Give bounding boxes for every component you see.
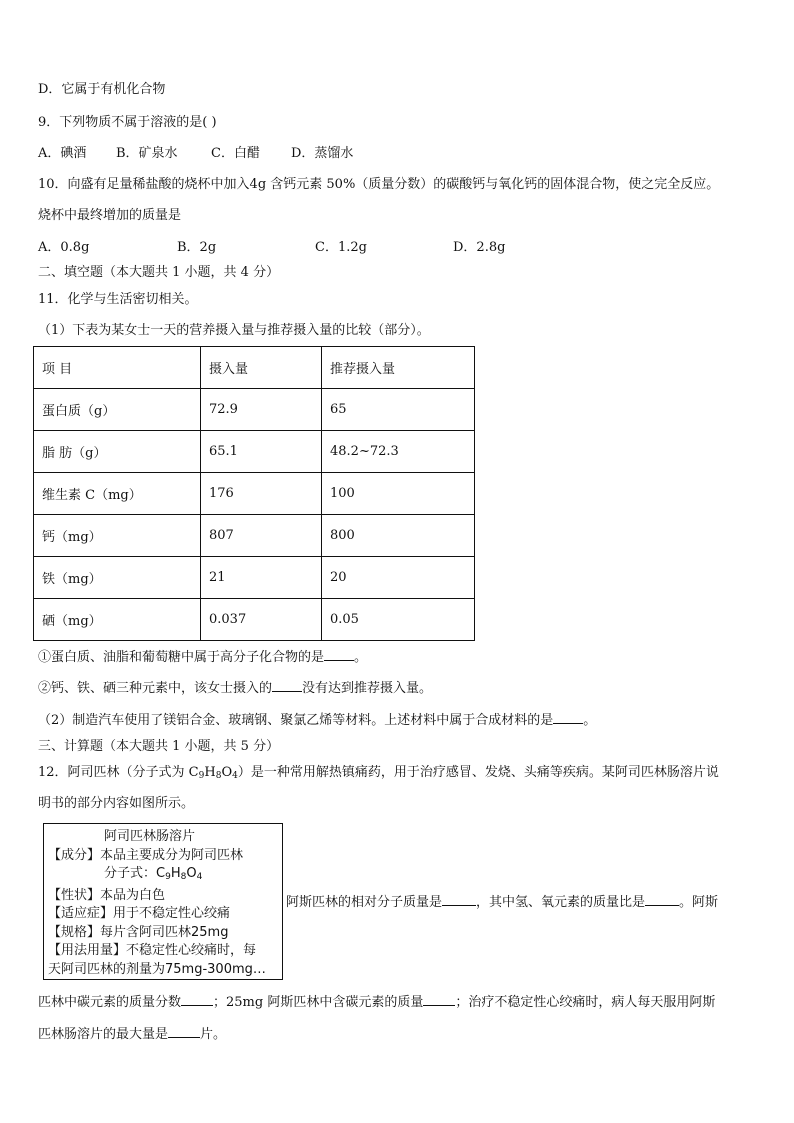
answer-blank[interactable] <box>272 679 302 692</box>
table-header-row <box>34 347 475 389</box>
answer-blank[interactable] <box>645 893 679 906</box>
answer-blank[interactable] <box>423 993 455 1006</box>
q9-options <box>38 144 353 164</box>
q10-option-c: C．1.2g <box>315 240 367 255</box>
label-dosage-cont: 天阿司匹林的剂量为75mg-300mg… <box>48 961 266 977</box>
table-cell: 48.2~72.3 <box>322 431 475 473</box>
q12-line1-pre: 12．阿司匹林（分子式为 C <box>38 765 199 780</box>
q9-option-c: C．白醋 <box>211 146 260 161</box>
formula-o: O <box>221 765 233 780</box>
table-row <box>34 515 475 557</box>
label-dosage: 【用法用量】不稳定性心绞痛时，每 <box>48 943 257 958</box>
label-title: 阿司匹林肠溶片 <box>104 829 196 844</box>
q12-side-a: 阿斯匹林的相对分子质量是 <box>286 895 443 910</box>
table-cell: 蛋白质（g） <box>34 389 201 431</box>
table-cell: 807 <box>201 515 322 557</box>
formula-sub-o: 4 <box>232 771 238 781</box>
table-row <box>34 431 475 473</box>
table-header-intake: 摄入量 <box>201 347 322 389</box>
q12-side-b: ，其中氢、氧元素的质量比是 <box>476 895 646 910</box>
q11-sub2-end: 没有达到推荐摄入量。 <box>302 681 433 696</box>
table-cell: 65.1 <box>201 431 322 473</box>
q9-option-a: A．碘酒 <box>38 146 87 161</box>
q12-line3-c: ；治疗不稳定性心绞痛时，病人每天服用阿斯 <box>455 995 716 1010</box>
answer-blank[interactable] <box>324 648 354 661</box>
table-row <box>34 599 475 641</box>
q12-side-c: 。阿斯 <box>679 895 719 910</box>
table-row <box>34 389 475 431</box>
table-cell: 21 <box>201 557 322 599</box>
answer-blank[interactable] <box>553 711 583 724</box>
label-appearance: 【性状】本品为白色 <box>48 887 166 903</box>
q12-line4 <box>38 1025 226 1045</box>
table-cell: 维生素 C（mg） <box>34 473 201 515</box>
q10-option-a: A．0.8g <box>38 240 90 255</box>
q10-stem-line2: 烧杯中最终增加的质量是 <box>38 208 182 223</box>
table-cell: 脂 肪（g） <box>34 431 201 473</box>
q12-side-text <box>286 893 718 913</box>
q10-stem-line1: 10．向盛有足量稀盐酸的烧杯中加入4g 含钙元素 50%（质量分数）的碳酸钙与氧化钙的固体混合物，使之完全反应。 <box>38 177 720 192</box>
q10-options <box>38 238 505 258</box>
answer-blank[interactable] <box>181 993 213 1006</box>
label-indication: 【适应症】用于不稳定性心绞痛 <box>48 906 231 921</box>
q9-stem: 9．下列物质不属于溶液的是( ) <box>38 115 217 130</box>
q11-part2-end: 。 <box>583 713 597 728</box>
table-cell: 65 <box>322 389 475 431</box>
table-cell: 钙（mg） <box>34 515 201 557</box>
q11-part1: （1）下表为某女士一天的营养摄入量与推荐摄入量的比较（部分）。 <box>38 323 430 338</box>
q11-sub2-text: ②钙、铁、硒三种元素中，该女士摄入的 <box>38 681 273 696</box>
answer-blank[interactable] <box>442 893 476 906</box>
table-cell: 20 <box>322 557 475 599</box>
formula-sub-h: 8 <box>215 771 222 781</box>
q12-line3-a: 匹林中碳元素的质量分数 <box>38 995 182 1010</box>
formula-h: H <box>204 765 216 780</box>
label-formula-sub-o: 4 <box>196 872 203 882</box>
q12-line4-b: 片。 <box>200 1027 227 1042</box>
table-header-recommended: 推荐摄入量 <box>322 347 475 389</box>
q12-line3 <box>38 993 715 1013</box>
label-formula-h: H <box>170 866 181 881</box>
q11-sub2 <box>38 679 432 699</box>
q11-sub1-text: ①蛋白质、油脂和葡萄糖中属于高分子化合物的是 <box>38 650 325 665</box>
q11-sub1-end: 。 <box>354 650 368 665</box>
q12-line3-b: ；25mg 阿斯匹林中含碳元素的质量 <box>213 995 424 1010</box>
label-formula-pre: 分子式：C <box>104 866 166 881</box>
label-composition: 【成分】本品主要成分为阿司匹林 <box>48 847 244 863</box>
table-cell: 72.9 <box>201 389 322 431</box>
label-formula-sub-c: 9 <box>165 872 171 882</box>
table-cell: 0.05 <box>322 599 475 641</box>
section-2-heading: 二、填空题（本大题共 1 小题，共 4 分） <box>38 265 280 280</box>
formula-sub-c: 9 <box>198 771 205 781</box>
drug-label-figure <box>43 823 283 980</box>
label-formula-o: O <box>186 866 197 881</box>
q8-option-d: D．它属于有机化合物 <box>38 82 166 97</box>
section-3-heading: 三、计算题（本大题共 1 小题，共 5 分） <box>38 739 280 754</box>
table-cell: 100 <box>322 473 475 515</box>
q11-sub1 <box>38 648 367 668</box>
q12-line2: 明书的部分内容如图所示。 <box>38 796 195 811</box>
table-cell: 硒（mg） <box>34 599 201 641</box>
table-cell: 0.037 <box>201 599 322 641</box>
table-header-item: 项 目 <box>34 347 201 389</box>
label-formula <box>48 865 282 887</box>
q10-option-d: D．2.8g <box>453 240 506 255</box>
nutrition-table <box>33 346 475 641</box>
q11-stem: 11．化学与生活密切相关。 <box>38 292 198 307</box>
q12-line4-a: 匹林肠溶片的最大量是 <box>38 1027 169 1042</box>
table-cell: 铁（mg） <box>34 557 201 599</box>
q11-part2 <box>38 711 596 731</box>
table-cell: 800 <box>322 515 475 557</box>
label-specification: 【规格】每片含阿司匹林25mg <box>48 924 229 940</box>
table-row <box>34 473 475 515</box>
table-cell: 176 <box>201 473 322 515</box>
q9-option-b: B．矿泉水 <box>116 146 178 161</box>
q9-option-d: D．蒸馏水 <box>291 146 354 161</box>
label-formula-sub-h: 8 <box>180 872 187 882</box>
q12-line1 <box>38 763 719 786</box>
q11-part2-text: （2）制造汽车使用了镁铝合金、玻璃钢、聚氯乙烯等材料。上述材料中属于合成材料的是 <box>38 713 554 728</box>
q10-option-b: B．2g <box>177 240 217 255</box>
table-row <box>34 557 475 599</box>
answer-blank[interactable] <box>168 1025 200 1038</box>
q12-line1-post: ）是一种常用解热镇痛药，用于治疗感冒、发烧、头痛等疾病。某阿司匹林肠溶片说 <box>237 765 719 780</box>
